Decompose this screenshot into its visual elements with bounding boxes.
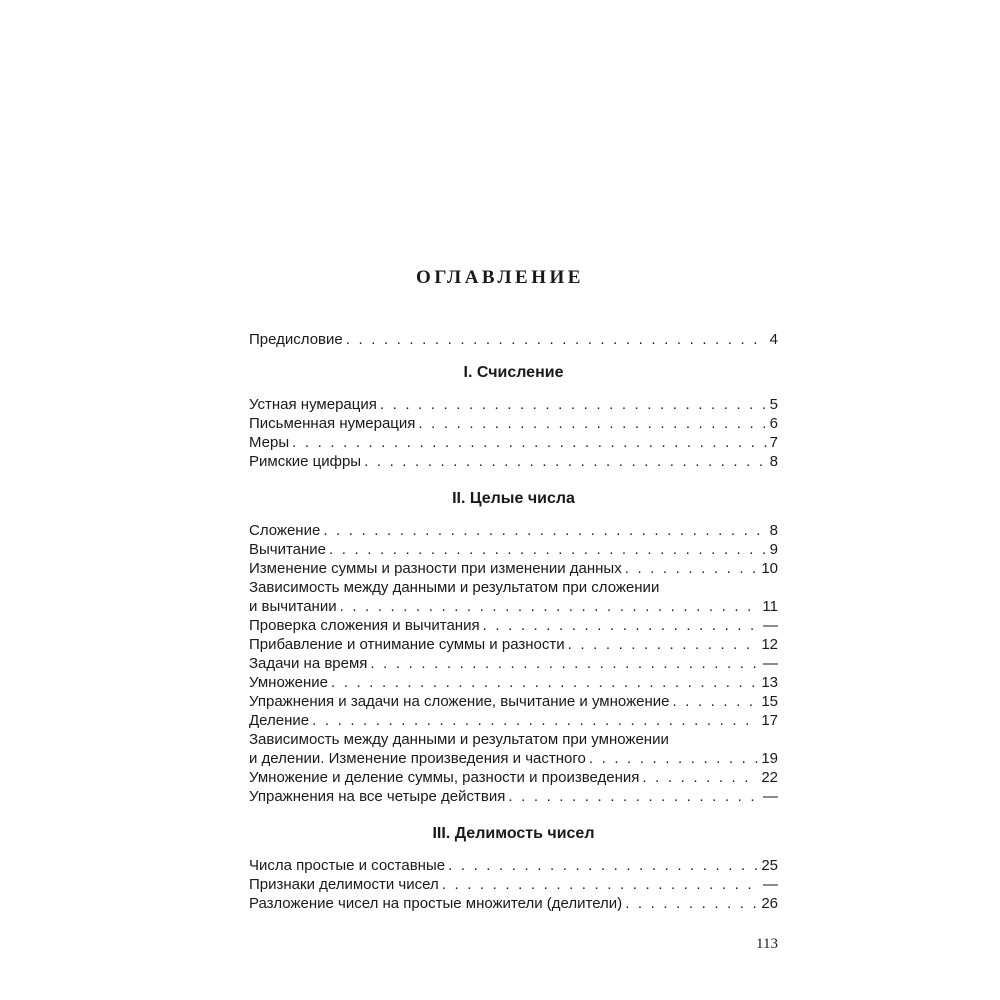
dot-leader: [340, 597, 760, 616]
toc-entry: [249, 616, 778, 635]
toc-entry-page: 5: [769, 396, 778, 413]
section-title-1: I. Счисление: [463, 364, 564, 381]
dot-leader: [589, 749, 758, 768]
toc-entry-label: Деление: [249, 712, 310, 729]
toc-entry: [249, 559, 778, 578]
toc-entry-page: 12: [761, 636, 778, 653]
toc-entry-label: Сложение: [249, 522, 321, 539]
page-number: 113: [756, 936, 778, 952]
toc-entry: [249, 787, 778, 806]
toc-entry-label: и вычитании: [249, 598, 337, 615]
toc-entry-page: 9: [769, 541, 778, 558]
toc-entry-label-first-line: Зависимость между данными и результатом при сложении: [249, 579, 660, 596]
toc-entry-page: —: [763, 788, 778, 805]
toc-entry-label: Умножение: [249, 674, 329, 691]
dot-leader: [312, 711, 758, 730]
toc-entry-page: —: [763, 876, 778, 893]
toc-entry-label: Римские цифры: [249, 453, 362, 470]
toc-entry: [249, 395, 778, 414]
toc-entry-label: Прибавление и отнимание суммы и разности: [249, 636, 565, 653]
toc-entry-label: Задачи на время: [249, 655, 368, 672]
dot-leader: [448, 856, 758, 875]
toc-entry: [249, 856, 778, 875]
toc-entry-page: 10: [761, 560, 778, 577]
dot-leader: [331, 673, 758, 692]
dot-leader: [672, 692, 758, 711]
toc-entry-label: Умножение и деление суммы, разности и произведения: [249, 769, 640, 786]
dot-leader: [380, 395, 767, 414]
toc-entry-page: 25: [761, 857, 778, 874]
toc-entry: [249, 894, 778, 913]
toc-entry-page: 11: [762, 598, 778, 615]
toc-entry-label: Письменная нумерация: [249, 415, 416, 432]
toc-entry: [249, 635, 778, 654]
toc-entry-page: 19: [761, 750, 778, 767]
toc-entry-page: 15: [761, 693, 778, 710]
toc-entry: [249, 521, 778, 540]
toc-entry-page: —: [763, 655, 778, 672]
dot-leader: [483, 616, 760, 635]
toc-entry-label: Упражнения и задачи на сложение, вычитание и умножение: [249, 693, 670, 710]
toc-entry: [249, 749, 778, 768]
toc-entry-label-first-line: Зависимость между данными и результатом при умножении: [249, 731, 669, 748]
toc-entry-label: Изменение суммы и разности при изменении данных: [249, 560, 622, 577]
dot-leader: [323, 521, 766, 540]
toc-entry-page: 4: [769, 331, 778, 348]
toc-entry-page: —: [763, 617, 778, 634]
toc-entry-label: Признаки делимости чисел: [249, 876, 439, 893]
dot-leader: [292, 433, 767, 452]
section-title-3: III. Делимость чисел: [432, 825, 595, 842]
toc-entry: [249, 433, 778, 452]
toc-entry-page: 6: [769, 415, 778, 432]
toc-entry-label: Меры: [249, 434, 290, 451]
toc-entry-page: 8: [769, 453, 778, 470]
toc-entry-page: 26: [761, 895, 778, 912]
dot-leader: [346, 330, 767, 349]
toc-entry-page: 7: [769, 434, 778, 451]
toc-entry-label: и делении. Изменение произведения и частного: [249, 750, 586, 767]
toc-entry: [249, 597, 778, 616]
toc-entry: [249, 673, 778, 692]
toc-entry-preface: [249, 330, 778, 349]
toc-entry-label: Числа простые и составные: [249, 857, 446, 874]
dot-leader: [329, 540, 767, 559]
toc-entry-label: Вычитание: [249, 541, 327, 558]
dot-leader: [568, 635, 759, 654]
toc-entry-page: 8: [769, 522, 778, 539]
dot-leader: [364, 452, 767, 471]
toc-entry-label: Разложение чисел на простые множители (делители): [249, 895, 623, 912]
toc-entry-label: Упражнения на все четыре действия: [249, 788, 506, 805]
toc-entry: [249, 875, 778, 894]
toc-entry: [249, 711, 778, 730]
dot-leader: [625, 894, 758, 913]
dot-leader: [418, 414, 766, 433]
toc-entry: [249, 768, 778, 787]
toc-entry-page: 17: [761, 712, 778, 729]
toc-entry-label: Устная нумерация: [249, 396, 377, 413]
toc-entry: [249, 692, 778, 711]
toc-entry-page: 22: [761, 769, 778, 786]
toc-entry: [249, 540, 778, 559]
toc-entry-label: Проверка сложения и вычитания: [249, 617, 480, 634]
dot-leader: [370, 654, 760, 673]
table-of-contents: [249, 330, 778, 913]
toc-entry-label: Предисловие: [249, 331, 343, 348]
dot-leader: [642, 768, 758, 787]
dot-leader: [442, 875, 760, 894]
dot-leader: [625, 559, 759, 578]
section-title-2: II. Целые числа: [452, 490, 575, 507]
toc-entry: [249, 452, 778, 471]
toc-heading: ОГЛАВЛЕНИЕ: [416, 267, 584, 288]
toc-entry-page: 13: [761, 674, 778, 691]
dot-leader: [508, 787, 760, 806]
toc-entry: [249, 414, 778, 433]
toc-entry: [249, 654, 778, 673]
